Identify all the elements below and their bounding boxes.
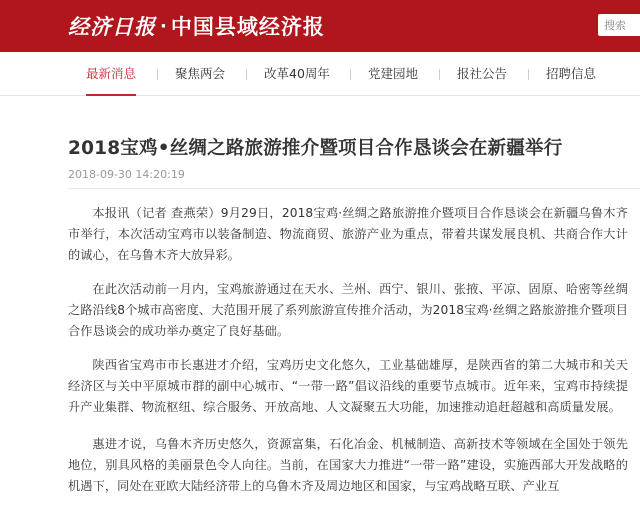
main-nav — [0, 52, 640, 96]
nav-divider — [350, 69, 351, 80]
article-paragraph: 惠进才说，乌鲁木齐历史悠久，资源富集，石化冶金、机械制造、高新技术等领域在全国处于领先地位，别具风格的美丽景色令人向往。当前，在国家大力推进“一带一路”建设，实施西部大开发战略的机遇下，同处在亚欧大陆经济带上的乌鲁木齐及周边地区和国家，与宝鸡战略互联、产业互 — [68, 437, 628, 493]
article-paragraph: 陕西省宝鸡市市长惠进才介绍，宝鸡历史文化悠久，工业基础雄厚，是陕西省的第二大城市和关天经济区与关中平原城市群的副中心城市、“一带一路”倡议沿线的重要节点城市。近年来，宝鸡市持续提升产业集群、物流枢纽、综合服务、开放高地、人文凝聚五大功能，加速推动追赶超越和高质量发展。 — [68, 358, 628, 414]
nav-item-two-sessions[interactable]: 聚焦两会 — [175, 66, 226, 81]
logo-main-text: 中国县域经济报 — [170, 14, 325, 39]
nav-item-party-building[interactable]: 党建园地 — [368, 66, 419, 81]
nav-divider — [439, 69, 440, 80]
nav-item-reform-40[interactable]: 改革40周年 — [264, 66, 330, 81]
nav-item-jobs[interactable]: 招聘信息 — [546, 66, 597, 81]
article-date: 2018-09-30 14:20:19 — [68, 168, 185, 181]
article-paragraph: 在此次活动前一月内，宝鸡旅游通过在天水、兰州、西宁、银川、张掖、平凉、固原、哈密等丝绸之路沿线8个城市高密度、大范围开展了系列旅游宣传推介活动，为2018宝鸡·丝绸之路旅游推介暨项目合作恳谈会的成功举办奠定了良好基础。 — [68, 282, 628, 338]
article-title: 2018宝鸡•丝绸之路旅游推介暨项目合作恳谈会在新疆举行 — [68, 138, 563, 159]
nav-item-latest[interactable]: 最新消息 — [86, 52, 136, 95]
article-paragraph: 本报讯（记者 查燕荣）9月29日，2018宝鸡·丝绸之路旅游推介暨项目合作恳谈会在新疆乌鲁木齐市举行，本次活动宝鸡市以装备制造、物流商贸、旅游产业为重点，带着共谋发展良机、共商合作大计的诚心，在乌鲁木齐大放异彩。 — [68, 206, 628, 262]
search-placeholder: 搜索 — [604, 19, 626, 32]
search-input[interactable] — [598, 14, 640, 36]
logo-script-text: 经济日报 — [68, 14, 156, 39]
nav-divider — [528, 69, 529, 80]
site-logo[interactable] — [68, 10, 325, 42]
nav-divider — [246, 69, 247, 80]
nav-item-announcements[interactable]: 报社公告 — [457, 66, 508, 81]
title-divider — [68, 188, 640, 189]
logo-dot: · — [160, 15, 167, 37]
site-header — [0, 0, 640, 52]
nav-divider — [157, 69, 158, 80]
